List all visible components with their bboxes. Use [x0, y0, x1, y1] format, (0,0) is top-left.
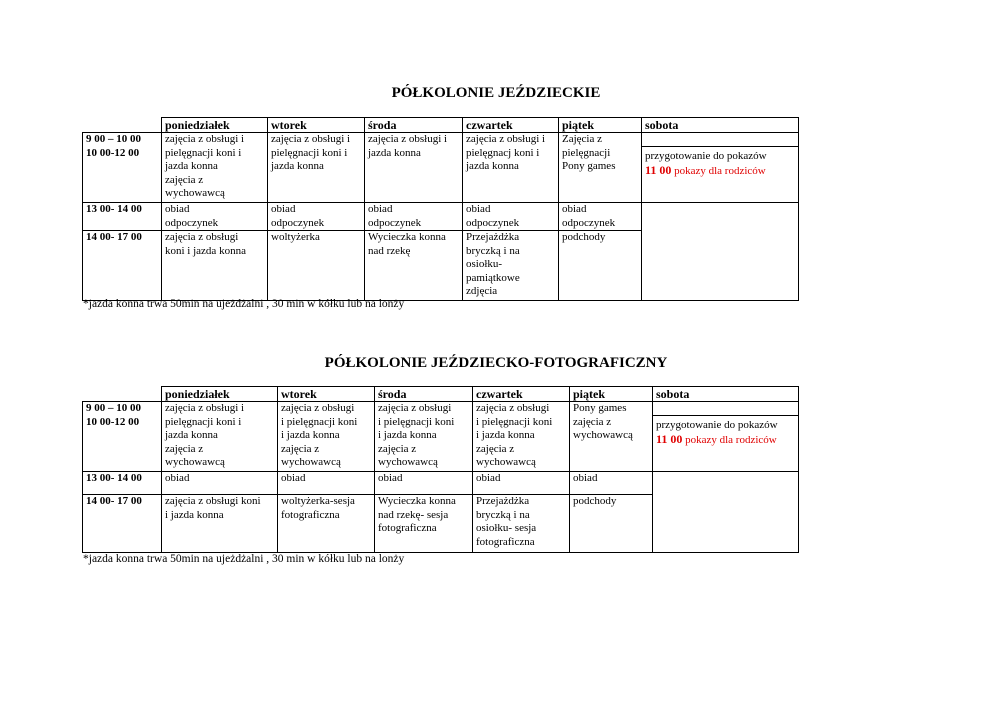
activity-cell — [278, 495, 375, 553]
show-text: pokazy dla rodziców — [682, 433, 777, 446]
activity-line: zajęcia z obsługi koni — [165, 495, 261, 507]
time-cell — [83, 495, 162, 553]
header-row — [83, 387, 799, 402]
day-header: poniedziałek — [162, 118, 268, 133]
activity-line: wychowawcą — [378, 456, 438, 468]
activity-line: fotograficzna — [476, 535, 535, 548]
time-cell — [83, 203, 162, 231]
activity-line: jazda konna — [271, 160, 324, 172]
activity-line: fotograficzna — [281, 508, 340, 521]
activity-line: jazda konna — [466, 160, 519, 172]
day-header: wtorek — [278, 387, 375, 402]
saturday-cell — [653, 402, 799, 472]
activity-line: zajęcia z obsługi — [476, 402, 550, 414]
show-time-line — [656, 433, 798, 448]
lunch-row — [83, 203, 799, 231]
activity-line: zajęcia z obsługi — [378, 402, 452, 414]
day-header: czwartek — [463, 118, 559, 133]
saturday-line: przygotowanie do pokazów — [656, 419, 778, 431]
activity-cell — [162, 472, 278, 495]
day-header: wtorek — [268, 118, 365, 133]
show-time: 11 00 — [656, 431, 683, 446]
activity-cell — [375, 472, 473, 495]
activity-line: i pielęgnacji koni — [378, 415, 455, 428]
activity-line: zajęcia z obsługi i — [271, 133, 351, 145]
activity-line: zajęcia z obsługi i — [466, 133, 546, 145]
time-label: 9 00 – 10 00 — [86, 133, 141, 145]
day-header: sobota — [653, 387, 799, 402]
lunch-row — [83, 472, 799, 495]
activity-cell — [559, 133, 642, 203]
activity-line: Pony games — [562, 160, 616, 172]
activity-line: pamiątkowe — [466, 271, 520, 284]
activity-line: obiad — [165, 472, 190, 484]
activity-line: woltyżerka-sesja — [281, 495, 355, 507]
day-header: piątek — [570, 387, 653, 402]
activity-cell — [570, 472, 653, 495]
activity-cell — [473, 495, 570, 553]
morning-row — [83, 402, 799, 472]
activity-line: i pielęgnacji koni — [281, 415, 358, 428]
activity-cell — [559, 231, 642, 301]
day-header: środa — [365, 118, 463, 133]
activity-cell — [268, 203, 365, 231]
activity-cell — [162, 495, 278, 553]
activity-line: pielęgnacji koni i — [271, 146, 348, 159]
day-header: sobota — [642, 118, 799, 133]
activity-line: zajęcia z obsługi i — [165, 402, 245, 414]
time-cell — [83, 472, 162, 495]
activity-cell — [268, 133, 365, 203]
activity-line: Wycieczka konna — [368, 231, 446, 243]
activity-cell — [559, 203, 642, 231]
activity-line: zajęcia z obsługi — [281, 402, 355, 414]
activity-line: Przejażdżka — [466, 231, 520, 243]
activity-line: osiołku- — [466, 258, 503, 270]
activity-cell — [570, 495, 653, 553]
activity-line: obiad — [281, 472, 306, 484]
header-row — [83, 118, 799, 133]
activity-line: bryczką i na — [476, 508, 530, 521]
activity-line: obiad — [271, 203, 296, 215]
activity-cell — [365, 133, 463, 203]
activity-cell — [463, 231, 559, 301]
schedule-2-title: PÓŁKOLONIE JEŹDZIECKO-FOTOGRAFICZNY — [324, 355, 668, 371]
activity-line: wychowawcą — [165, 456, 225, 468]
time-label: 14 00- 17 00 — [86, 231, 142, 243]
activity-cell — [278, 402, 375, 472]
schedule-1-table — [82, 117, 799, 301]
activity-cell — [162, 231, 268, 301]
activity-cell — [570, 402, 653, 472]
activity-cell — [473, 402, 570, 472]
schedule-2-table — [82, 386, 799, 553]
activity-line: zajęcia z — [165, 442, 204, 455]
activity-line: Przejażdżka — [476, 495, 530, 507]
activity-line: i jazda konna — [378, 429, 437, 441]
activity-line: pielęgnacji koni i — [165, 415, 242, 428]
activity-cell — [162, 402, 278, 472]
activity-line: jazda konna — [165, 160, 218, 172]
day-header: piątek — [559, 118, 642, 133]
activity-line: wychowawcą — [573, 429, 633, 441]
saturday-line: przygotowanie do pokazów — [645, 150, 767, 162]
activity-line: zajęcia z — [281, 442, 320, 455]
activity-line: nad rzekę- sesja — [378, 508, 449, 521]
show-time: 11 00 — [645, 162, 672, 177]
activity-line: koni i jazda konna — [165, 244, 246, 257]
activity-cell — [162, 133, 268, 203]
activity-line: i jazda konna — [476, 429, 535, 441]
activity-cell — [375, 495, 473, 553]
activity-line: i jazda konna — [281, 429, 340, 441]
activity-line: pielęgnacj koni i — [466, 146, 540, 159]
activity-line: obiad — [368, 203, 393, 215]
activity-line: woltyżerka — [271, 231, 320, 243]
activity-line: odpoczynek — [466, 216, 520, 229]
activity-cell — [278, 472, 375, 495]
activity-cell — [473, 472, 570, 495]
time-label: 10 00-12 00 — [86, 415, 140, 428]
activity-cell — [463, 133, 559, 203]
saturday-empty-cell — [642, 203, 799, 301]
activity-line: zajęcia z — [573, 415, 612, 428]
time-label: 14 00- 17 00 — [86, 495, 142, 507]
activity-line: odpoczynek — [271, 216, 325, 229]
activity-line: fotograficzna — [378, 522, 437, 534]
morning-row — [83, 133, 799, 203]
day-header: poniedziałek — [162, 387, 278, 402]
activity-cell — [365, 203, 463, 231]
activity-line: obiad — [165, 203, 190, 215]
activity-line: jazda konna — [368, 146, 421, 159]
saturday-divider — [642, 146, 798, 147]
activity-line: nad rzekę — [368, 244, 411, 257]
activity-line: zajęcia z obsługi i — [165, 133, 245, 145]
activity-cell — [162, 203, 268, 231]
activity-line: obiad — [573, 472, 598, 484]
activity-cell — [268, 231, 365, 301]
activity-line: wychowawcą — [165, 187, 225, 199]
activity-line: zajęcia z obsługi i — [368, 133, 448, 145]
activity-line: podchody — [573, 495, 617, 507]
activity-line: i jazda konna — [165, 508, 224, 521]
time-cell — [83, 231, 162, 301]
activity-line: obiad — [476, 472, 501, 484]
activity-cell — [463, 203, 559, 231]
saturday-empty-cell — [653, 472, 799, 553]
activity-line: zajęcia z — [476, 442, 515, 455]
saturday-divider — [653, 415, 798, 416]
activity-line: zajęcia z — [165, 173, 204, 186]
schedule-1-title: PÓŁKOLONIE JEŹDZIECKIE — [391, 85, 601, 101]
saturday-cell — [642, 133, 799, 203]
activity-line: obiad — [466, 203, 491, 215]
show-time-line — [645, 164, 798, 179]
time-label: 9 00 – 10 00 — [86, 402, 141, 414]
header-corner — [83, 387, 162, 402]
activity-line: i pielęgnacji koni — [476, 415, 553, 428]
day-header: środa — [375, 387, 473, 402]
activity-cell — [365, 231, 463, 301]
activity-line: zdjęcia — [466, 285, 498, 297]
activity-line: podchody — [562, 231, 606, 243]
activity-line: obiad — [562, 203, 587, 215]
time-label: 10 00-12 00 — [86, 146, 140, 159]
activity-line: pielęgnacji — [562, 146, 611, 159]
show-text: pokazy dla rodziców — [671, 164, 766, 177]
time-cell — [83, 402, 162, 472]
activity-line: jazda konna — [165, 429, 218, 441]
activity-line: wychowawcą — [476, 456, 536, 468]
activity-line: zajęcia z — [378, 442, 417, 455]
header-corner — [83, 118, 162, 133]
activity-line: Pony games — [573, 402, 627, 414]
time-label: 13 00- 14 00 — [86, 203, 142, 215]
schedule-2-footnote: *jazda konna trwa 50min na ujeżdżalni , 30 min w kółku lub na lonży — [83, 553, 405, 565]
activity-cell — [375, 402, 473, 472]
activity-line: odpoczynek — [368, 216, 422, 229]
activity-line: osiołku- sesja — [476, 522, 537, 534]
activity-line: bryczką i na — [466, 244, 520, 257]
time-label: 13 00- 14 00 — [86, 472, 142, 484]
activity-line: obiad — [378, 472, 403, 484]
activity-line: Zajęcia z — [562, 133, 602, 145]
activity-line: odpoczynek — [562, 216, 616, 229]
schedule-1-footnote: *jazda konna trwa 50min na ujeżdżalni , 30 min w kółku lub na lonży — [83, 298, 405, 310]
activity-line: wychowawcą — [281, 456, 341, 468]
activity-line: Wycieczka konna — [378, 495, 456, 507]
activity-line: pielęgnacji koni i — [165, 146, 242, 159]
time-cell — [83, 133, 162, 203]
activity-line: zajęcia z obsługi — [165, 231, 239, 243]
day-header: czwartek — [473, 387, 570, 402]
activity-line: odpoczynek — [165, 216, 219, 229]
